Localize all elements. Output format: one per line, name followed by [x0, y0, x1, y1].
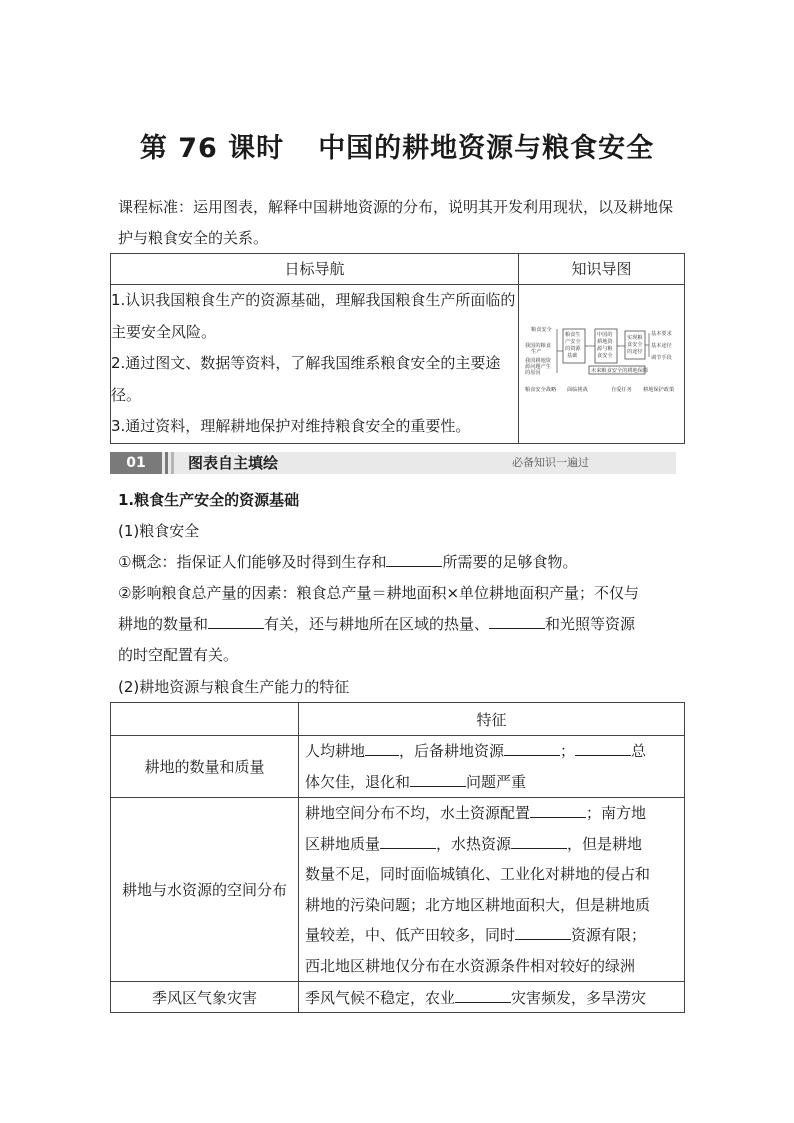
map-left-label: 我国耕地资	[525, 358, 551, 364]
fill-blank[interactable]	[386, 550, 442, 567]
fill-blank[interactable]	[511, 832, 567, 849]
map-box1-line: 粮食生	[565, 332, 581, 338]
map-box3-line: 食安全	[627, 342, 643, 348]
title-topic: 中国的耕地资源与粮食安全	[318, 133, 655, 164]
row-content: 季风气候不稳定，农业 灾害频发，多旱涝灾	[299, 982, 685, 1013]
map-bottom-box: 未来粮食安全的耕地保障	[591, 368, 649, 374]
fill-blank[interactable]	[504, 739, 560, 756]
fill-blank[interactable]	[489, 612, 545, 629]
map-box3-line: 的途径	[627, 349, 643, 355]
fill-blank[interactable]	[530, 801, 586, 818]
course-standard: 课程标准：运用图表，解释中国耕地资源的分布，说明其开发利用现状，以及耕地保护与粮食安全的关系。	[118, 198, 674, 247]
objectives-list	[111, 285, 519, 444]
objectives-header: 日标导航	[111, 254, 519, 285]
map-box1-line: 的资源	[565, 346, 581, 352]
fill-blank[interactable]	[575, 739, 631, 756]
map-box2-line: 源与粮	[597, 346, 613, 352]
fill-blank[interactable]	[365, 739, 399, 756]
objectives-table	[110, 253, 685, 444]
objective-item: 1.认识我国粮食生产的资源基础，理解我国粮食生产所面临的主要安全风险。	[111, 291, 516, 341]
factors-line: ②影响粮食总产量的因素：粮食总产量＝耕地面积×单位耕地面积产量；不仅与	[118, 584, 640, 602]
map-box2-line: 中国的	[597, 332, 613, 338]
objective-item: 2.通过图文、数据等资料，了解我国维系粮食安全的主要途径。	[111, 354, 501, 404]
fill-blank[interactable]	[380, 832, 436, 849]
map-box1-line: 基础	[567, 353, 578, 359]
heading-1: 1.粮食生产安全的资源基础	[118, 491, 300, 509]
map-left-label: 生产	[531, 349, 542, 355]
mindmap-cell	[519, 285, 685, 444]
row-content: 人均耕地 ，后备耕地资源 ； 总 体欠佳，退化和 问题严重	[299, 736, 685, 798]
map-box1-line: 产安全	[565, 339, 581, 345]
factors-paragraph	[118, 578, 684, 671]
map-footer-label: 面临挑战	[567, 387, 588, 393]
heading-1-1: (1)粮食安全	[118, 522, 200, 540]
section-divider	[171, 452, 174, 474]
section-title: 图表自主填绘	[188, 454, 279, 472]
map-right-label: 基本途径	[651, 343, 672, 349]
section-divider	[165, 452, 168, 474]
map-left-label: 的原因	[525, 370, 541, 376]
knowledge-mindmap	[523, 321, 679, 411]
map-box2-line: 食安全	[597, 353, 613, 359]
map-box3-line: 实现粮	[627, 335, 643, 341]
fill-blank[interactable]	[410, 770, 466, 787]
page-title	[0, 126, 794, 165]
section-number: 01	[110, 452, 162, 474]
map-footer-label: 耕地保护政策	[643, 387, 675, 393]
map-left-label: 源问题产生	[525, 364, 551, 370]
section-banner	[110, 452, 676, 474]
objective-item: 3.通过资料，理解耕地保护对维持粮食安全的重要性。	[111, 417, 471, 435]
fill-blank[interactable]	[515, 923, 571, 940]
map-right-label: 调节手段	[651, 355, 672, 361]
concept-line: ①概念：指保证人们能够及时得到生存和 所需要的足够食物。	[118, 547, 684, 578]
section-subtitle: 必备知识一遍过	[512, 456, 589, 469]
feature-table-corner	[111, 703, 299, 736]
feature-header: 特征	[299, 703, 685, 736]
row-label: 耕地的数量和质量	[111, 736, 299, 798]
factors-line: 的时空配置有关。	[118, 646, 239, 664]
row-content: 耕地空间分布不均，水土资源配置 ；南方地 区耕地质量 ，水热资源 ，但是耕地 数量不足，同时面临城镇化、工业化对耕地的侵占和 耕地的污染问题；北方地区耕地面积大，但是耕地质 量较差，中、低产田较多，同时 资源有限； 西北地区耕地仅分布在水资源条件相对较好的绿洲	[299, 798, 685, 982]
row-label: 耕地与水资源的空间分布	[111, 798, 299, 982]
map-box2-line: 耕地资	[597, 339, 613, 345]
heading-1-2: (2)耕地资源与粮食生产能力的特征	[118, 678, 350, 696]
map-footer-label: 粮食安全战略	[525, 387, 557, 393]
title-lesson: 第 76 课时	[139, 133, 285, 164]
mindmap-header: 知识导图	[519, 254, 685, 285]
fill-blank[interactable]	[455, 986, 511, 1003]
factors-line: 耕地的数量和 有关，还与耕地所在区域的热量、 和光照等资源	[118, 609, 684, 640]
map-left-label: 我国的粮食	[525, 343, 551, 349]
map-footer-label: 自爱任务	[611, 387, 632, 393]
map-left-label: 粮食安全	[531, 327, 552, 333]
map-right-label: 基本要求	[651, 331, 672, 337]
fill-blank[interactable]	[208, 612, 264, 629]
feature-table	[110, 702, 685, 1013]
row-label: 季风区气象灾害	[111, 982, 299, 1013]
